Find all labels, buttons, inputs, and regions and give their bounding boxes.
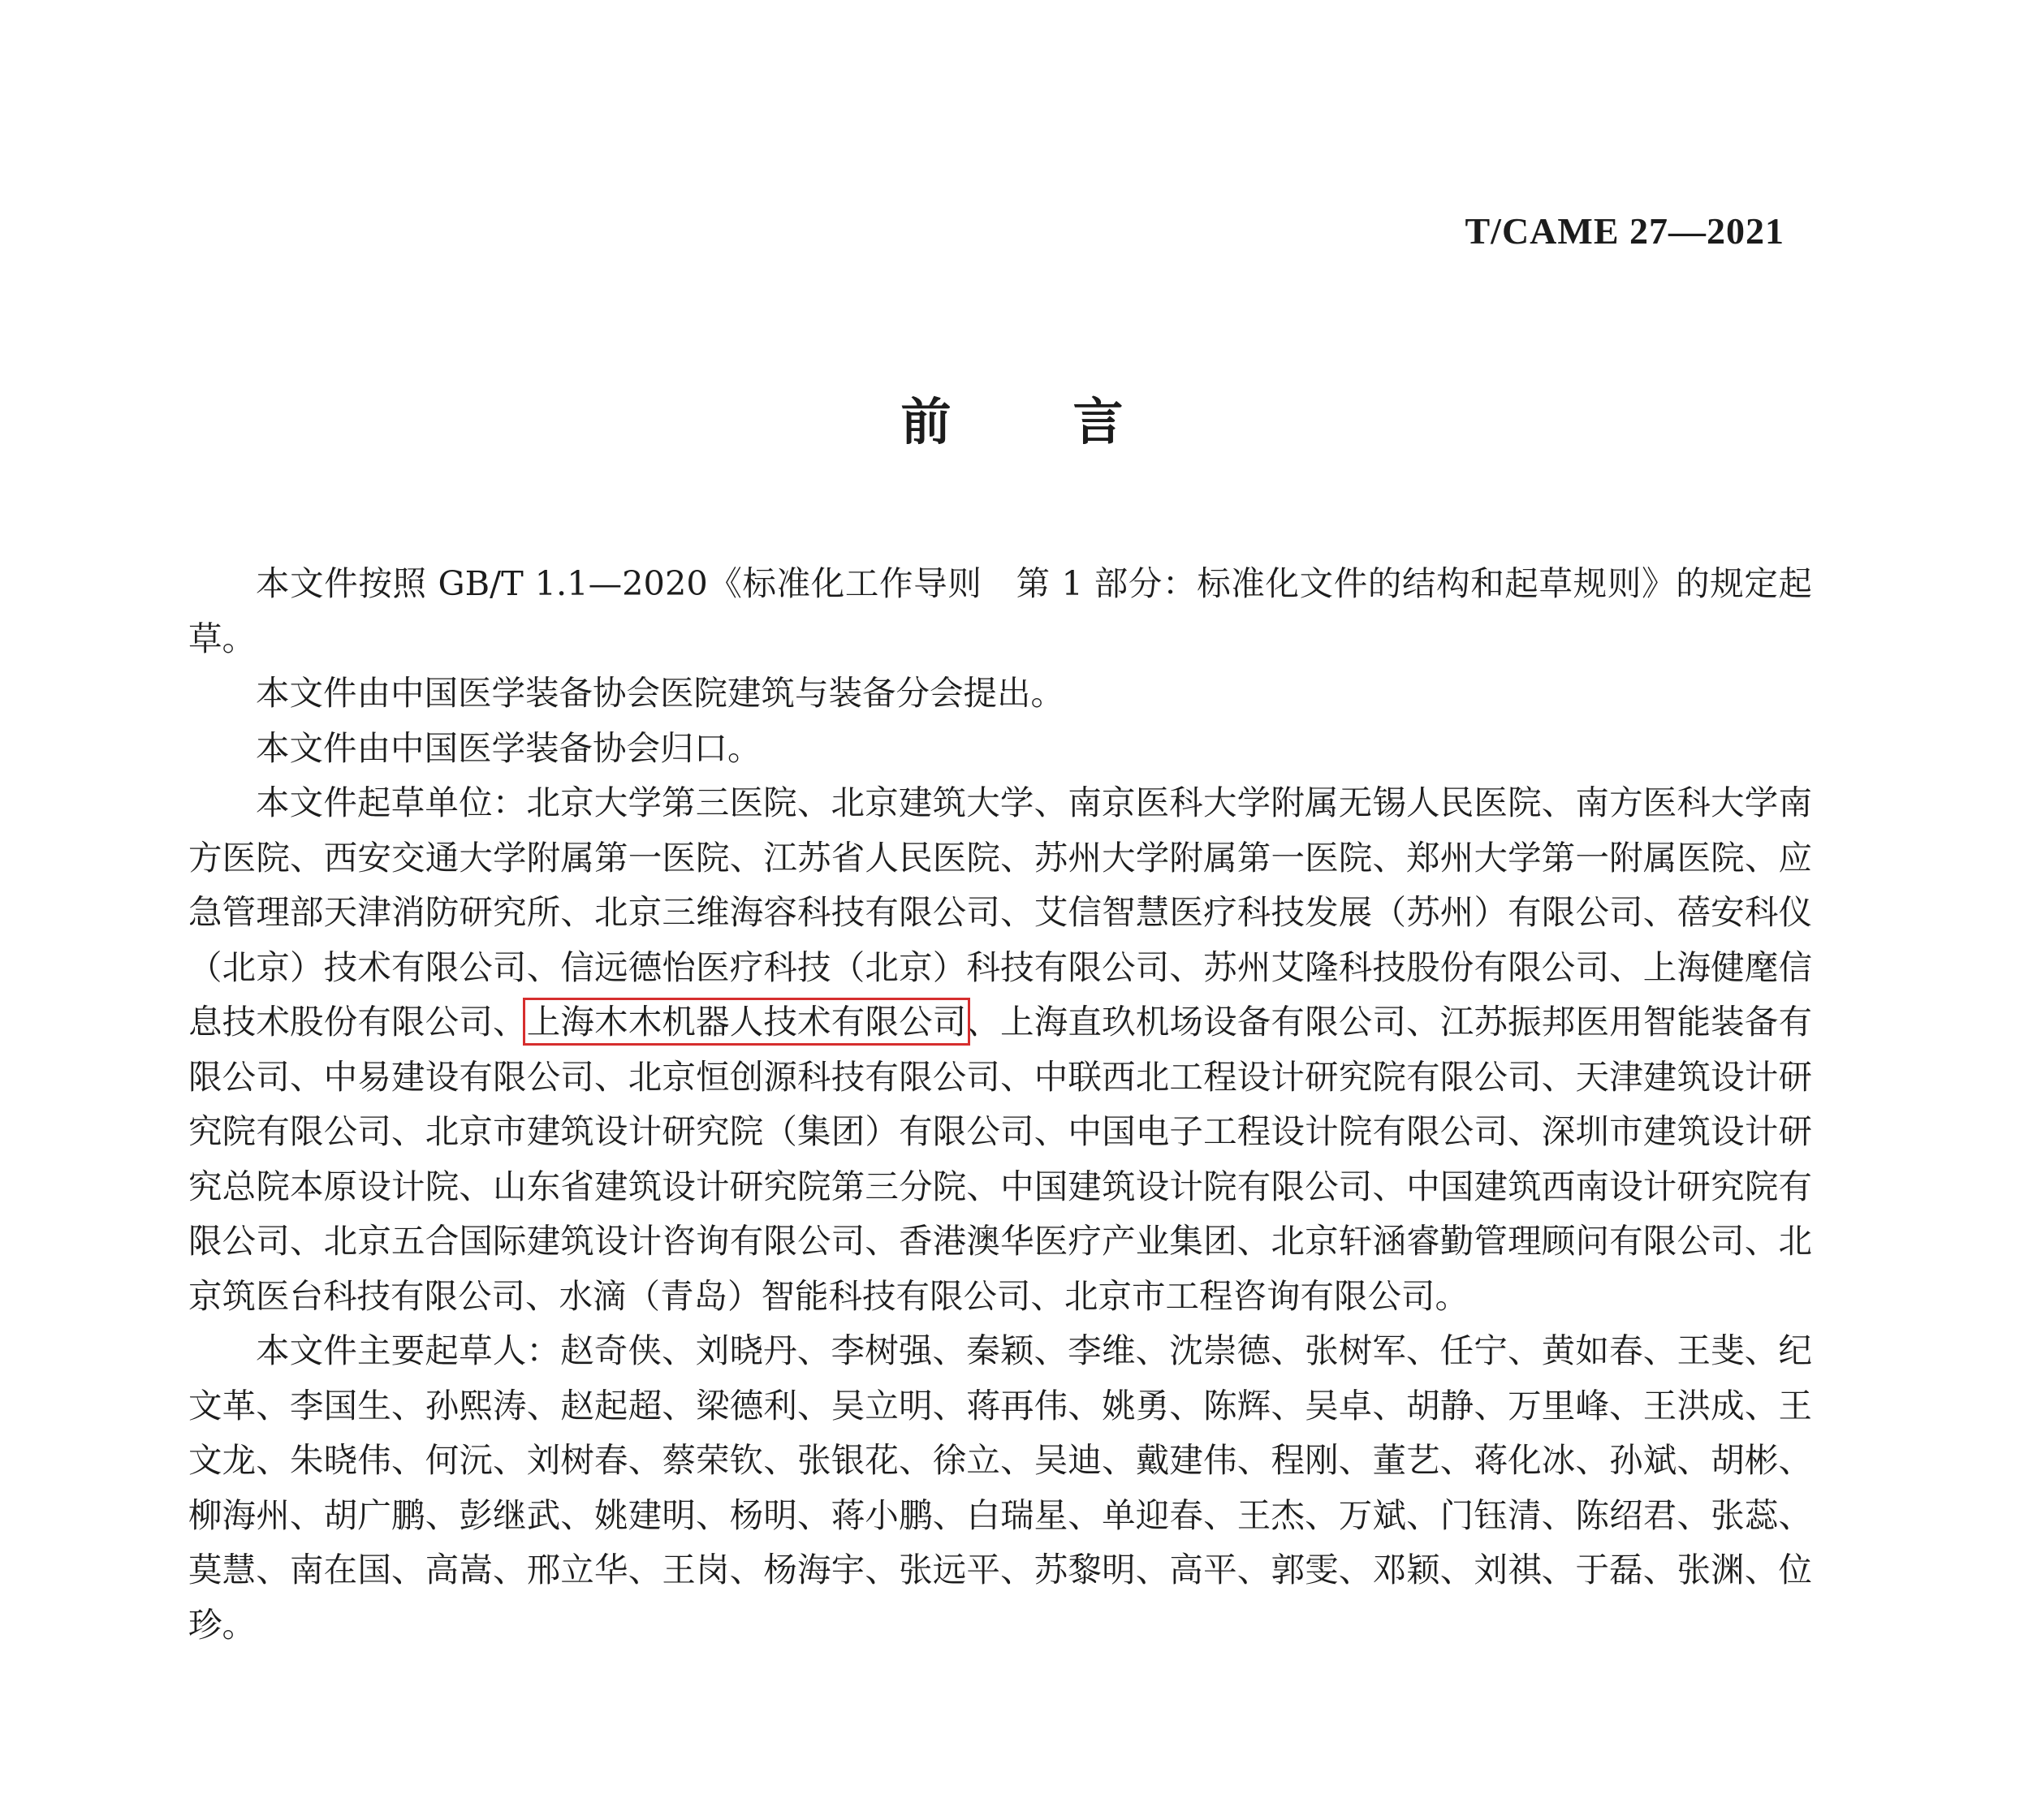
paragraph-drafting-basis: 本文件按照 GB/T 1.1—2020《标准化工作导则 第 1 部分：标准化文件的结构和起草规则》的规定起草。 (188, 563, 1812, 658)
drafting-units-part-2: 、上海直玖机场设备有限公司、江苏振邦医用智能装备有限公司、中易建设有限公司、北京恒创源科技有限公司、中联西北工程设计研究院有限公司、天津建筑设计研究院有限公司、北京市建筑设计研究院（集团）有限公司、中国电子工程设计院有限公司、深圳市建筑设计研究总院本原设计院、山东省建筑设计研究院第三分院、中国建筑设计院有限公司、中国建筑西南设计研究院有限公司、北京五合国际建筑设计咨询有限公司、香港澳华医疗产业集团、北京轩涵睿勤管理顾问有限公司、北京筑医台科技有限公司、水滴（青岛）智能科技有限公司、北京市工程咨询有限公司。 (188, 1002, 1812, 1316)
drafting-units-part-1: 本文件起草单位：北京大学第三医院、北京建筑大学、南京医科大学附属无锡人民医院、南方医科大学南方医院、西安交通大学附属第一医院、江苏省人民医院、苏州大学附属第一医院、郑州大学第一附属医院、应急管理部天津消防研究所、北京三维海容科技有限公司、艾信智慧医疗科技发展（苏州）有限公司、蓓安科仪（北京）技术有限公司、信远德怡医疗科技（北京）科技有限公司、苏州艾隆科技股份有限公司、上海健麾信息技术股份有限公司、 (188, 783, 1812, 1042)
paragraph-centralized-by: 本文件由中国医学装备协会归口。 (256, 727, 762, 768)
paragraph-main-drafters: 本文件主要起草人：赵奇侠、刘晓丹、李树强、秦颖、李维、沈崇德、张树军、任宁、黄如春、王斐、纪文革、李国生、孙熙涛、赵起超、梁德利、吴立明、蒋再伟、姚勇、陈辉、吴卓、胡静、万里峰、王洪成、王文龙、朱晓伟、何沅、刘树春、蔡荣钦、张银花、徐立、吴迪、戴建伟、程刚、董艺、蒋化冰、孙斌、胡彬、柳海州、胡广鹏、彭继武、姚建明、杨明、蒋小鹏、白瑞星、单迎春、王杰、万斌、门钰清、陈绍君、张蕊、莫慧、南在国、高嵩、邢立华、王岗、杨海宇、张远平、苏黎明、高平、郭雯、邓颖、刘祺、于磊、张渊、位珍。 (188, 1330, 1812, 1645)
standard-number: T/CAME 27—2021 (1465, 210, 1784, 252)
title-char-2: 言 (1072, 392, 1124, 451)
paragraph-drafting-units (188, 775, 1812, 1323)
title-char-1: 前 (900, 392, 952, 451)
highlighted-company: 上海木木机器人技术有限公司 (526, 1002, 967, 1042)
paragraph-proposed-by: 本文件由中国医学装备协会医院建筑与装备分会提出。 (256, 673, 1065, 713)
foreword-body (188, 556, 1812, 1652)
page-title (0, 382, 2024, 454)
